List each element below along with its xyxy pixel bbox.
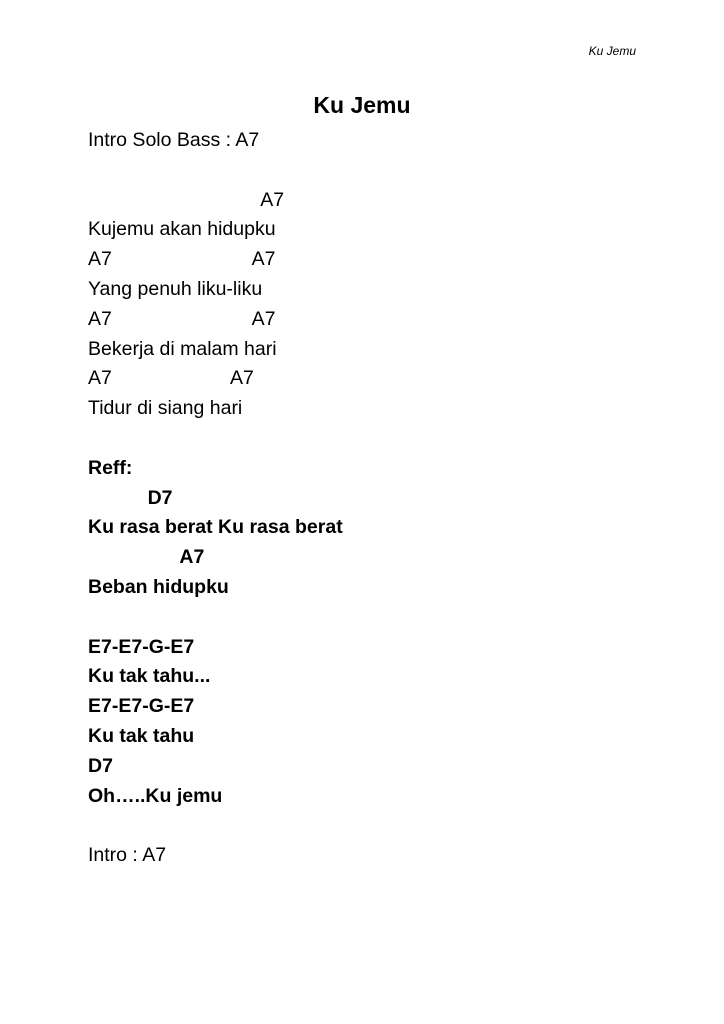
lyric-line: Oh…..Ku jemu bbox=[88, 784, 223, 807]
chord-line: D7 bbox=[88, 486, 173, 509]
blank-line bbox=[88, 156, 648, 186]
chord-line: A7 A7 bbox=[88, 307, 276, 330]
chord-line: A7 A7 bbox=[88, 248, 276, 271]
song-body bbox=[88, 126, 648, 871]
chord-line: A7 A7 bbox=[88, 367, 254, 390]
blank-line bbox=[88, 811, 648, 841]
chord-line: A7 bbox=[88, 188, 285, 211]
lyric-line: Ku tak tahu bbox=[88, 724, 195, 747]
lyric-line: Yang penuh liku-liku bbox=[88, 277, 263, 300]
chord-line: A7 bbox=[88, 546, 205, 569]
lyric-line: Ku rasa berat Ku rasa berat bbox=[88, 516, 343, 539]
chord-line: E7-E7-G-E7 bbox=[88, 695, 195, 718]
blank-line bbox=[88, 603, 648, 633]
lyric-line: Intro : A7 bbox=[88, 844, 167, 867]
lyric-line: Bekerja di malam hari bbox=[88, 337, 277, 360]
section-heading: Reff: bbox=[88, 456, 133, 479]
blank-line bbox=[88, 424, 648, 454]
running-header: Ku Jemu bbox=[588, 44, 636, 58]
song-title: Ku Jemu bbox=[313, 92, 411, 118]
chord-line: E7-E7-G-E7 bbox=[88, 635, 195, 658]
lyric-line: Tidur di siang hari bbox=[88, 397, 243, 420]
chord-line: D7 bbox=[88, 754, 113, 777]
lyric-line: Ku tak tahu... bbox=[88, 665, 211, 688]
lyric-line: Intro Solo Bass : A7 bbox=[88, 129, 260, 151]
lyric-line: Kujemu akan hidupku bbox=[88, 218, 276, 241]
lyric-line: Beban hidupku bbox=[88, 575, 229, 598]
